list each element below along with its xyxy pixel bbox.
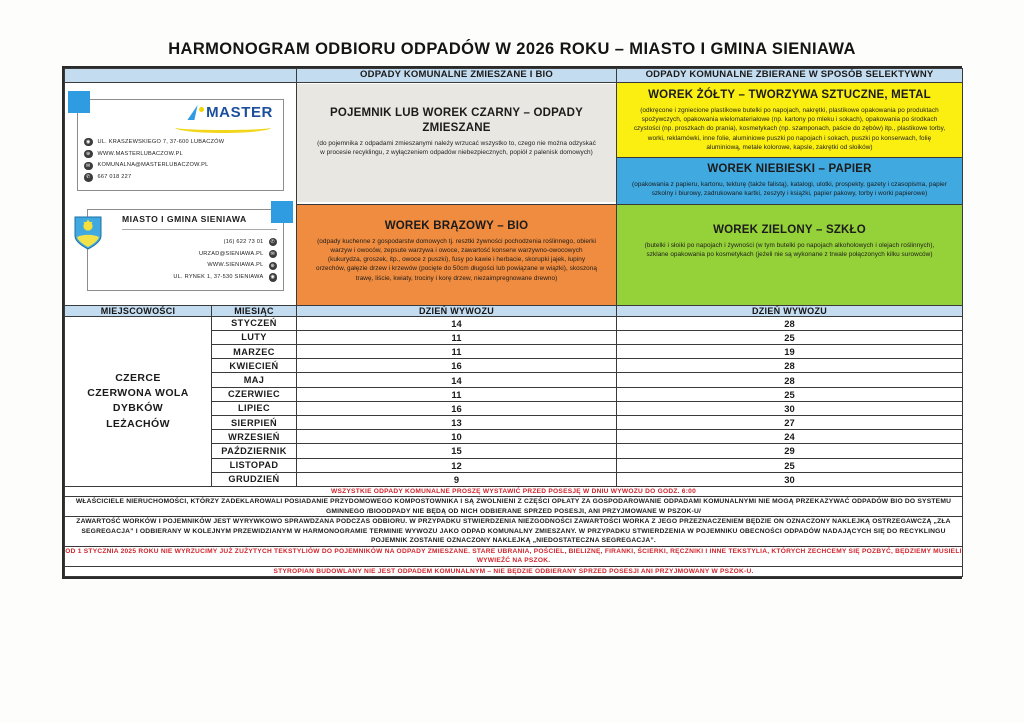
legend-blue-box	[617, 158, 962, 204]
contact-text: 667 018 227	[97, 174, 132, 181]
day-mixed-cell: 15	[297, 444, 617, 458]
month-cell: SIERPIEŃ	[212, 415, 297, 429]
legend-bio-title: WOREK BRĄZOWY – BIO	[384, 219, 529, 232]
day-selective-cell: 24	[617, 430, 963, 444]
contact-text: (16) 622 73 01	[223, 238, 264, 245]
header-blank-cell	[65, 69, 297, 83]
note-textiles: OD 1 STYCZNIA 2025 ROKU NIE WYRZUCIMY JUŻ ZUŻYTYCH TEKSTYLIÓW DO POJEMNIKÓW NA ODPADY ZMIESZANE. STARE UBRANIA, POŚCIEL, BIELIZNĘ, FIRANKI, ŚCIERKI, RĘCZNIKI I INNE TEKSTYLIA, KTÓRYCH ZECHCEMY SIĘ POZBYĆ, BĘDZIEMY MUSIELI WYWIEŹĆ NA PSZOK.	[65, 547, 962, 565]
gmina-name: MIASTO I GMINA SIENIAWA	[122, 214, 277, 230]
col-header-month: MIESIĄC	[212, 305, 297, 316]
header-selective-waste: ODPADY KOMUNALNE ZBIERANE W SPOSÓB SELEKTYWNY	[617, 69, 963, 83]
locality-cell	[65, 316, 212, 486]
note-row-1	[65, 486, 963, 496]
master-company-card	[77, 99, 284, 191]
day-mixed-cell: 13	[297, 415, 617, 429]
contact-row	[84, 173, 277, 182]
globe-icon: ⊕	[269, 262, 278, 271]
note-styrofoam: STYROPIAN BUDOWLANY NIE JEST ODPADEM KOMUNALNYM – NIE BĘDZIE ODBIERANY SPRZED POSESJI ANI PRZYJMOWANY W PSZOK-U.	[65, 566, 963, 576]
legend-green-title: WOREK ZIELONY – SZKŁO	[713, 223, 866, 236]
day-mixed-cell: 9	[297, 472, 617, 486]
envelope-icon: ✉	[84, 162, 93, 171]
schedule-table	[64, 68, 963, 577]
legend-selective-stack	[617, 83, 962, 204]
location-pin-icon: ◉	[270, 274, 276, 281]
note-row-3	[65, 517, 963, 547]
table-row	[65, 316, 963, 330]
legend-yellow-title: WOREK ŻÓŁTY – TWORZYWA SZTUCZNE, METAL	[648, 88, 931, 101]
day-selective-cell: 19	[617, 345, 963, 359]
contact-row	[122, 273, 277, 282]
contact-row	[84, 138, 277, 147]
day-selective-cell: 25	[617, 330, 963, 344]
contact-row	[122, 262, 277, 271]
legend-selective-top-cell	[617, 82, 963, 204]
legend-mixed-cell	[297, 82, 617, 204]
contact-text[interactable]: KOMUNALNA@MASTERLUBACZOW.PL	[97, 162, 209, 169]
day-selective-cell: 25	[617, 387, 963, 401]
legend-green-cell	[617, 204, 963, 305]
master-slash-icon	[187, 105, 197, 120]
month-cell: PAŹDZIERNIK	[212, 444, 297, 458]
day-mixed-cell: 10	[297, 430, 617, 444]
header-mixed-waste: ODPADY KOMUNALNE ZMIESZANE I BIO	[297, 69, 617, 83]
contact-text: UL. RYNEK 1, 37-530 SIENIAWA	[173, 274, 264, 281]
legend-blue-title: WOREK NIEBIESKI – PAPIER	[707, 163, 872, 176]
col-header-localities: MIEJSCOWOŚCI	[65, 305, 212, 316]
contact-row	[122, 238, 277, 247]
contact-panel	[65, 82, 297, 305]
day-mixed-cell: 11	[297, 387, 617, 401]
master-swoosh-icon	[175, 122, 271, 133]
contact-row	[122, 250, 277, 259]
col-header-day-selective: DZIEŃ WYWOZU	[617, 305, 963, 316]
phone-icon: ✆	[84, 173, 93, 182]
month-cell: LIPIEC	[212, 401, 297, 415]
day-selective-cell: 30	[617, 401, 963, 415]
locality-name: CZERWONA WOLA	[87, 387, 189, 400]
note-composter: WŁAŚCICIELE NIERUCHOMOŚCI, KTÓRZY ZADEKLAROWALI POSIADANIE PRZYDOMOWEGO KOMPOSTOWNIKA I SĄ ZWOLNIENI Z CZĘŚCI OPŁATY ZA GOSPODAROWANIE ODPADAMI KOMUNALNYMI NIE MOGĄ PRZEKAZYWAĆ ODPADÓW BIO DO SYSTEMU GMINNEGO /BIOODPADY NIE BĘDĄ OD NICH ODBIERANE SPRZED POSESJI, ANI PRZYJMOWANE W PSZOK-U/	[65, 497, 963, 517]
day-selective-cell: 27	[617, 415, 963, 429]
decor-square-icon	[271, 201, 293, 223]
month-cell: MAJ	[212, 373, 297, 387]
day-mixed-cell: 14	[297, 373, 617, 387]
master-wordmark: MASTER	[206, 104, 273, 121]
month-cell: LUTY	[212, 330, 297, 344]
contact-text[interactable]: WWW.MASTERLUBACZOW.PL	[97, 150, 183, 157]
gmina-contact-list	[122, 238, 277, 282]
legend-mixed-desc: (do pojemnika z odpadami zmieszanymi należy wrzucać wszystko to, czego nie można odzyskać w procesie recyklingu, z wyłączeniem odpadów niebezpiecznych, popiół z palenisk domowych)	[317, 140, 596, 157]
note-segregation-check: ZAWARTOŚĆ WORKÓW I POJEMNIKÓW JEST WYRYWKOWO SPRAWDZANA PODCZAS ODBIORU. W PRZYPADKU STWIERDZENIA NIEZGODNOŚCI ZAWARTOŚCI WORKA Z JEGO PRZEZNACZENIEM BĘDZIE ON OZNACZONY NAKLEJKĄ OSTRZEGAWCZĄ „ZŁA SEGREGACJA” I ODBIERANY W KOLEJNYM PRZEWIDZIANYM W HARMONOGRAMIE TERMINIE WYWOZU JAKO ODPAD KOMUNALNY ZMIESZANY. W PRZYPADKU STWIERDZENIA W POJEMNIKU OBECNOŚCI ODPADÓW NADAJĄCYCH SIĘ DO RECYKLINGU POJEMNIK ZOSTANIE OZNACZONY NAKLEJKĄ „NIEDOSTATECZNA SEGREGACJA”.	[65, 517, 963, 547]
legend-bio-desc: (odpady kuchenne z gospodarstw domowych tj. resztki żywności pochodzenia roślinnego, obierki warzyw i owoców, zepsute warzywa i owoce, zawartość konserw warzywno-owocowych (kukurydza, groszek, itp., owoce z puszki), fusy po kawie i herbacie, skorupki jajek, łupiny orzechów, gałęzie drzew i krzewów (pocięte do 50cm długości lub powiązane w wiązki), skoszoną trawę, liście, kwiaty, trociny i korę drzew, niezaimpregnowane drewno)	[316, 237, 597, 282]
phone-icon: ✆	[269, 238, 278, 247]
contact-text: UL. KRASZEWSKIEGO 7, 37-600 LUBACZÓW	[97, 138, 225, 145]
locality-name: CZERCE	[115, 371, 161, 384]
legend-bio-box	[297, 205, 616, 305]
day-mixed-cell: 12	[297, 458, 617, 472]
location-pin-icon: ◉	[85, 138, 91, 145]
day-selective-cell: 28	[617, 373, 963, 387]
contact-row	[84, 162, 277, 171]
day-selective-cell: 29	[617, 444, 963, 458]
day-selective-cell: 28	[617, 359, 963, 373]
schedule-body	[65, 316, 963, 486]
legend-green-desc: (butelki i słoiki po napojach i żywności (w tym butelki po napojach alkoholowych i olejach roślinnych), szklane opakowania po kosmetykach (jeżeli nie są wykonane z trwale połączonych kilku surowców)	[644, 241, 935, 258]
day-mixed-cell: 11	[297, 345, 617, 359]
month-cell: LISTOPAD	[212, 458, 297, 472]
legend-mixed-box	[297, 84, 616, 202]
gmina-card	[87, 209, 284, 291]
day-selective-cell: 25	[617, 458, 963, 472]
day-mixed-cell: 16	[297, 401, 617, 415]
globe-icon: ⊕	[84, 150, 93, 159]
schedule-sheet	[62, 66, 962, 579]
note-row-5	[65, 566, 963, 576]
table-header-row	[65, 69, 963, 83]
day-selective-cell: 28	[617, 316, 963, 330]
master-logo	[84, 104, 277, 130]
note-row-2	[65, 497, 963, 517]
legend-bio-cell	[297, 204, 617, 305]
month-cell: WRZESIEŃ	[212, 430, 297, 444]
day-selective-cell: 30	[617, 472, 963, 486]
contact-row	[84, 150, 277, 159]
month-cell: MARZEC	[212, 345, 297, 359]
contact-text[interactable]: WWW.SIENIAWA.PL	[207, 262, 264, 269]
legend-yellow-desc: (odkręcone i zgniecione plastikowe butelki po napojach, nakrętki, plastikowe opakowania po produktach spożywczych, opakowania wielomateriałowe (np. kartony po mleku i sokach), opakowania po środkach czystości (np. proszkach do prania), kosmetykach (np. szamponach, paście do zębów) itp., plastikowe torby, worki, reklamówki, inne folie, aluminiowe puszki po napojach i sokach, puszki po konserwach, folię aluminiową, metale kolorowe, kapsle, zakrętki od słoików)	[633, 106, 946, 151]
note-putout-time: WSZYSTKIE ODPADY KOMUNALNE PROSZĘ WYSTAWIĆ PRZED POSESJĘ W DNIU WYWOZU DO GODZ. 6:00	[65, 486, 963, 496]
day-mixed-cell: 11	[297, 330, 617, 344]
legend-row	[65, 82, 963, 204]
note-row-4	[65, 546, 963, 566]
month-cell: STYCZEŃ	[212, 316, 297, 330]
contact-text[interactable]: URZAD@SIENIAWA.PL	[198, 250, 264, 257]
envelope-icon: ✉	[269, 250, 278, 259]
master-contact-list	[84, 138, 277, 182]
page-title: HARMONOGRAM ODBIORU ODPADÓW W 2026 ROKU – MIASTO I GMINA SIENIAWA	[168, 40, 856, 58]
day-mixed-cell: 16	[297, 359, 617, 373]
locality-name: LEŻACHÓW	[106, 417, 170, 430]
sieniawa-crest-icon	[74, 216, 102, 250]
day-mixed-cell: 14	[297, 316, 617, 330]
month-cell: KWIECIEŃ	[212, 359, 297, 373]
legend-blue-desc: (opakowania z papieru, kartonu, tekturę (także falistą), katalogi, ulotki, prospekty, gazety i czasopisma, papier szkolny i biurowy, zadrukowane kartki, zeszyty i książki, papier pakowy, torby i worki papierowe)	[632, 181, 947, 198]
col-header-day-mixed: DZIEŃ WYWOZU	[297, 305, 617, 316]
legend-yellow-box	[617, 83, 962, 158]
legend-green-box	[617, 205, 962, 305]
schedule-header-row	[65, 305, 963, 316]
month-cell: GRUDZIEŃ	[212, 472, 297, 486]
legend-mixed-title: POJEMNIK LUB WOREK CZARNY – ODPADY ZMIESZANE	[329, 107, 583, 135]
locality-name: DYBKÓW	[112, 402, 164, 415]
master-dot-icon	[199, 107, 204, 112]
month-cell: CZERWIEC	[212, 387, 297, 401]
